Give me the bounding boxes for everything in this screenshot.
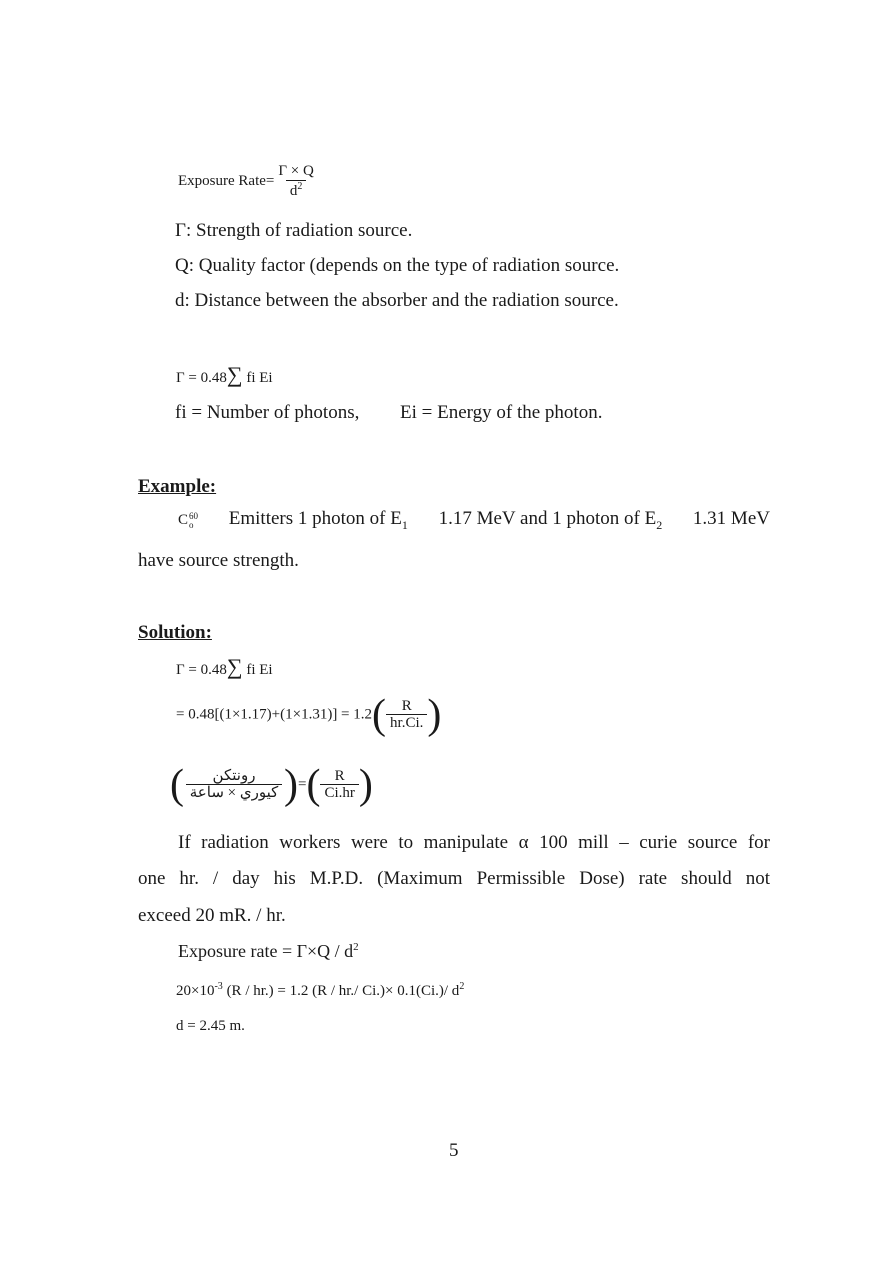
eq2-fraction: $\frac{R}{hr.Ci.}$ (386, 698, 427, 733)
formula-denominator: $d^2$ (286, 180, 307, 200)
definition-q: Q: Quality factor (depends on the type of radiation source. (175, 255, 620, 276)
formula-lhs: Exposure Rate (178, 172, 266, 189)
solution-eq1: Γ = 0.48∑ fi Ei (176, 654, 273, 679)
definition-gamma: Γ: Strength of radiation source. (175, 220, 413, 241)
example-heading: Example: (138, 476, 217, 497)
cobalt-symbol: C 60 o (178, 510, 199, 530)
paragraph-line3: exceed 20 mR. / hr. (138, 905, 286, 926)
fi-definition: fi = Number of photons, (175, 402, 360, 423)
solution-heading: Solution: (138, 622, 212, 643)
exposure-rate-formula (178, 163, 318, 200)
formula-eq: = (265, 172, 275, 189)
sigma-symbol: ∑ (226, 362, 243, 387)
eq3-unit-fraction: $\frac{R}{Ci.hr}$ (320, 768, 358, 803)
example-line1: C 60 o Emitters 1 photon of $E_1$ 1.17 MeV and 1 photon of $E_2$ 1.31 MeV (178, 508, 770, 532)
paragraph-line1: If radiation workers were to manipulate α 100 mill – curie source for (178, 832, 770, 853)
sigma-symbol-2: ∑ (226, 654, 243, 679)
gamma-formula: Γ = 0.48∑ fi Ei (176, 362, 273, 387)
calc-line2: $20\times 10^{-3}$ (R / hr.) = 1.2 (R / hr./ Ci.)× 0.1(Ci.)/ $d^2$ (176, 981, 465, 999)
definition-d: d: Distance between the absorber and the radiation source. (175, 290, 619, 311)
calc-exposure: Exposure rate = $\Gamma\times Q / d^2$ (178, 941, 359, 961)
calc-result: d = 2.45 m. (176, 1018, 245, 1034)
formula-numerator: Γ × Q (278, 163, 314, 179)
page-number: 5 (449, 1140, 459, 1161)
solution-eq2: = 0.48[(1×1.17)+(1×1.31)] = 1.2( $\frac{R}{hr.Ci.}$ ) (176, 692, 442, 738)
solution-eq3: ( $\frac{\text{رونتكن}}{\text{كيوري × ساعة}}$ )=( $\frac{R}{Ci.hr}$ ) (170, 762, 373, 808)
eq3-arabic-fraction: $\frac{\text{رونتكن}}{\text{كيوري × ساعة}}$ (184, 768, 284, 803)
paragraph-line2: one hr. / day his M.P.D. (Maximum Permissible Dose) rate should not (138, 868, 770, 889)
ei-definition: Ei = Energy of the photon. (400, 402, 603, 423)
example-line2: have source strength. (138, 550, 299, 571)
formula-fraction (274, 163, 317, 200)
